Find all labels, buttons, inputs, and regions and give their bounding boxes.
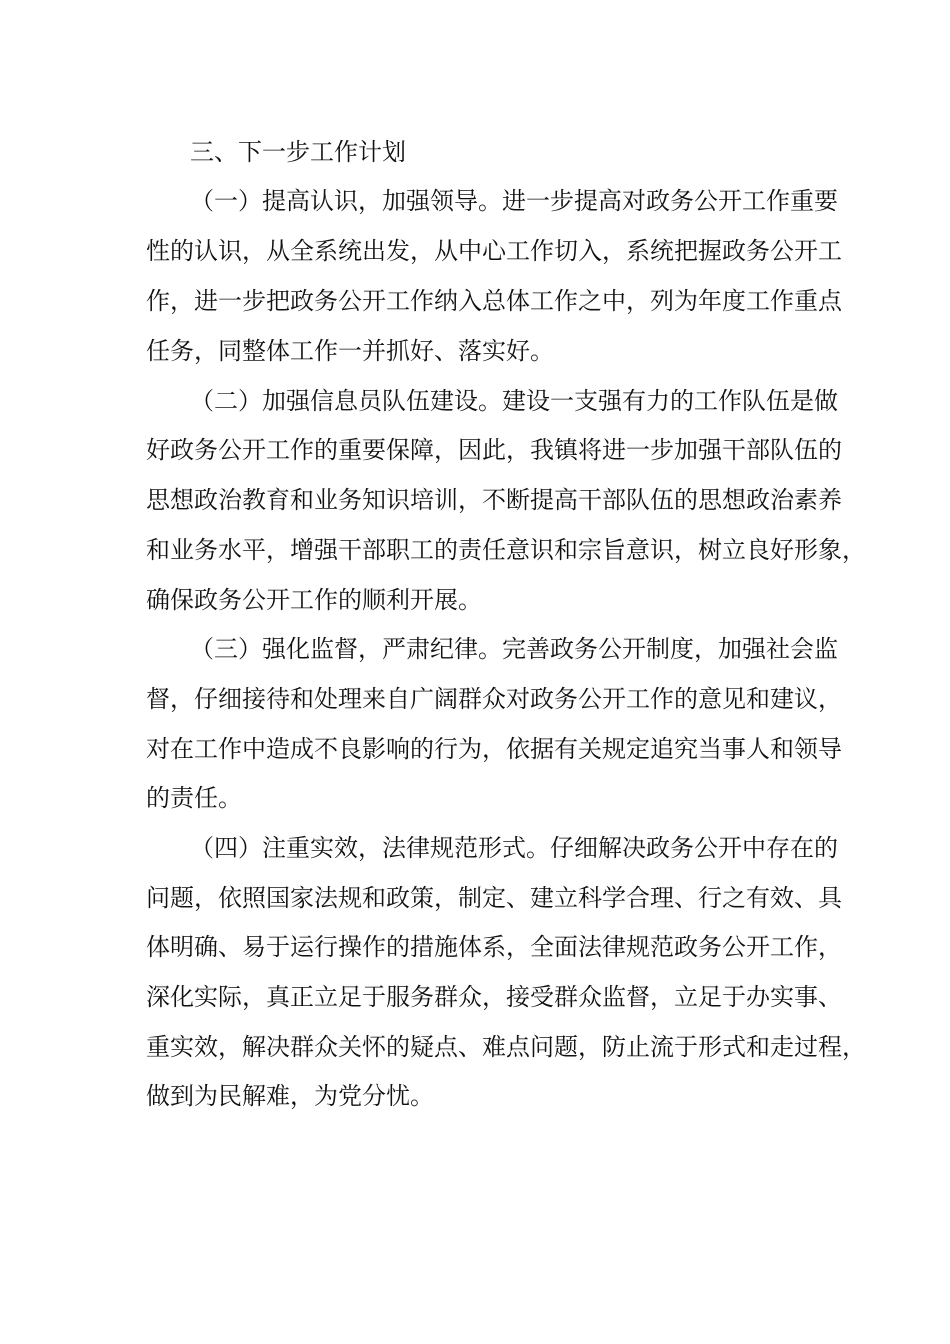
paragraph-4-line-5: 重实效，解决群众关怀的疑点、难点问题，防止流于形式和走过程， <box>146 1033 866 1061</box>
paragraph-2-line-3: 思想政治教育和业务知识培训，不断提高干部队伍的思想政治素养 <box>146 486 842 514</box>
section-heading: 三、下一步工作计划 <box>190 138 406 166</box>
paragraph-4-line-1: （四）注重实效，法律规范形式。仔细解决政务公开中存在的 <box>190 834 838 862</box>
paragraph-1-line-3: 作，进一步把政务公开工作纳入总体工作之中，列为年度工作重点 <box>146 287 842 315</box>
paragraph-3-line-4: 的责任。 <box>146 784 242 812</box>
paragraph-3-line-2: 督，仔细接待和处理来自广阔群众对政务公开工作的意见和建议， <box>146 685 842 713</box>
paragraph-1-line-2: 性的认识，从全系统出发，从中心工作切入，系统把握政务公开工 <box>146 237 842 265</box>
paragraph-2-line-2: 好政务公开工作的重要保障，因此，我镇将进一步加强干部队伍的 <box>146 436 842 464</box>
paragraph-4-line-3: 体明确、易于运行操作的措施体系，全面法律规范政务公开工作， <box>146 933 842 961</box>
paragraph-4-line-4: 深化实际，真正立足于服务群众，接受群众监督，立足于办实事、 <box>146 983 842 1011</box>
paragraph-2-line-5: 确保政务公开工作的顺利开展。 <box>146 586 482 614</box>
paragraph-1-line-1: （一）提高认识，加强领导。进一步提高对政务公开工作重要 <box>190 187 838 215</box>
paragraph-4-line-2: 问题，依照国家法规和政策，制定、建立科学合理、行之有效、具 <box>146 884 842 912</box>
paragraph-3-line-3: 对在工作中造成不良影响的行为，依据有关规定追究当事人和领导 <box>146 735 842 763</box>
paragraph-2-line-4: 和业务水平，增强干部职工的责任意识和宗旨意识，树立良好形象， <box>146 536 866 564</box>
paragraph-1-line-4: 任务，同整体工作一并抓好、落实好。 <box>146 337 554 365</box>
paragraph-4-line-6: 做到为民解难，为党分忧。 <box>146 1082 434 1110</box>
paragraph-3-line-1: （三）强化监督，严肃纪律。完善政务公开制度，加强社会监 <box>190 635 838 663</box>
paragraph-2-line-1: （二）加强信息员队伍建设。建设一支强有力的工作队伍是做 <box>190 387 838 415</box>
